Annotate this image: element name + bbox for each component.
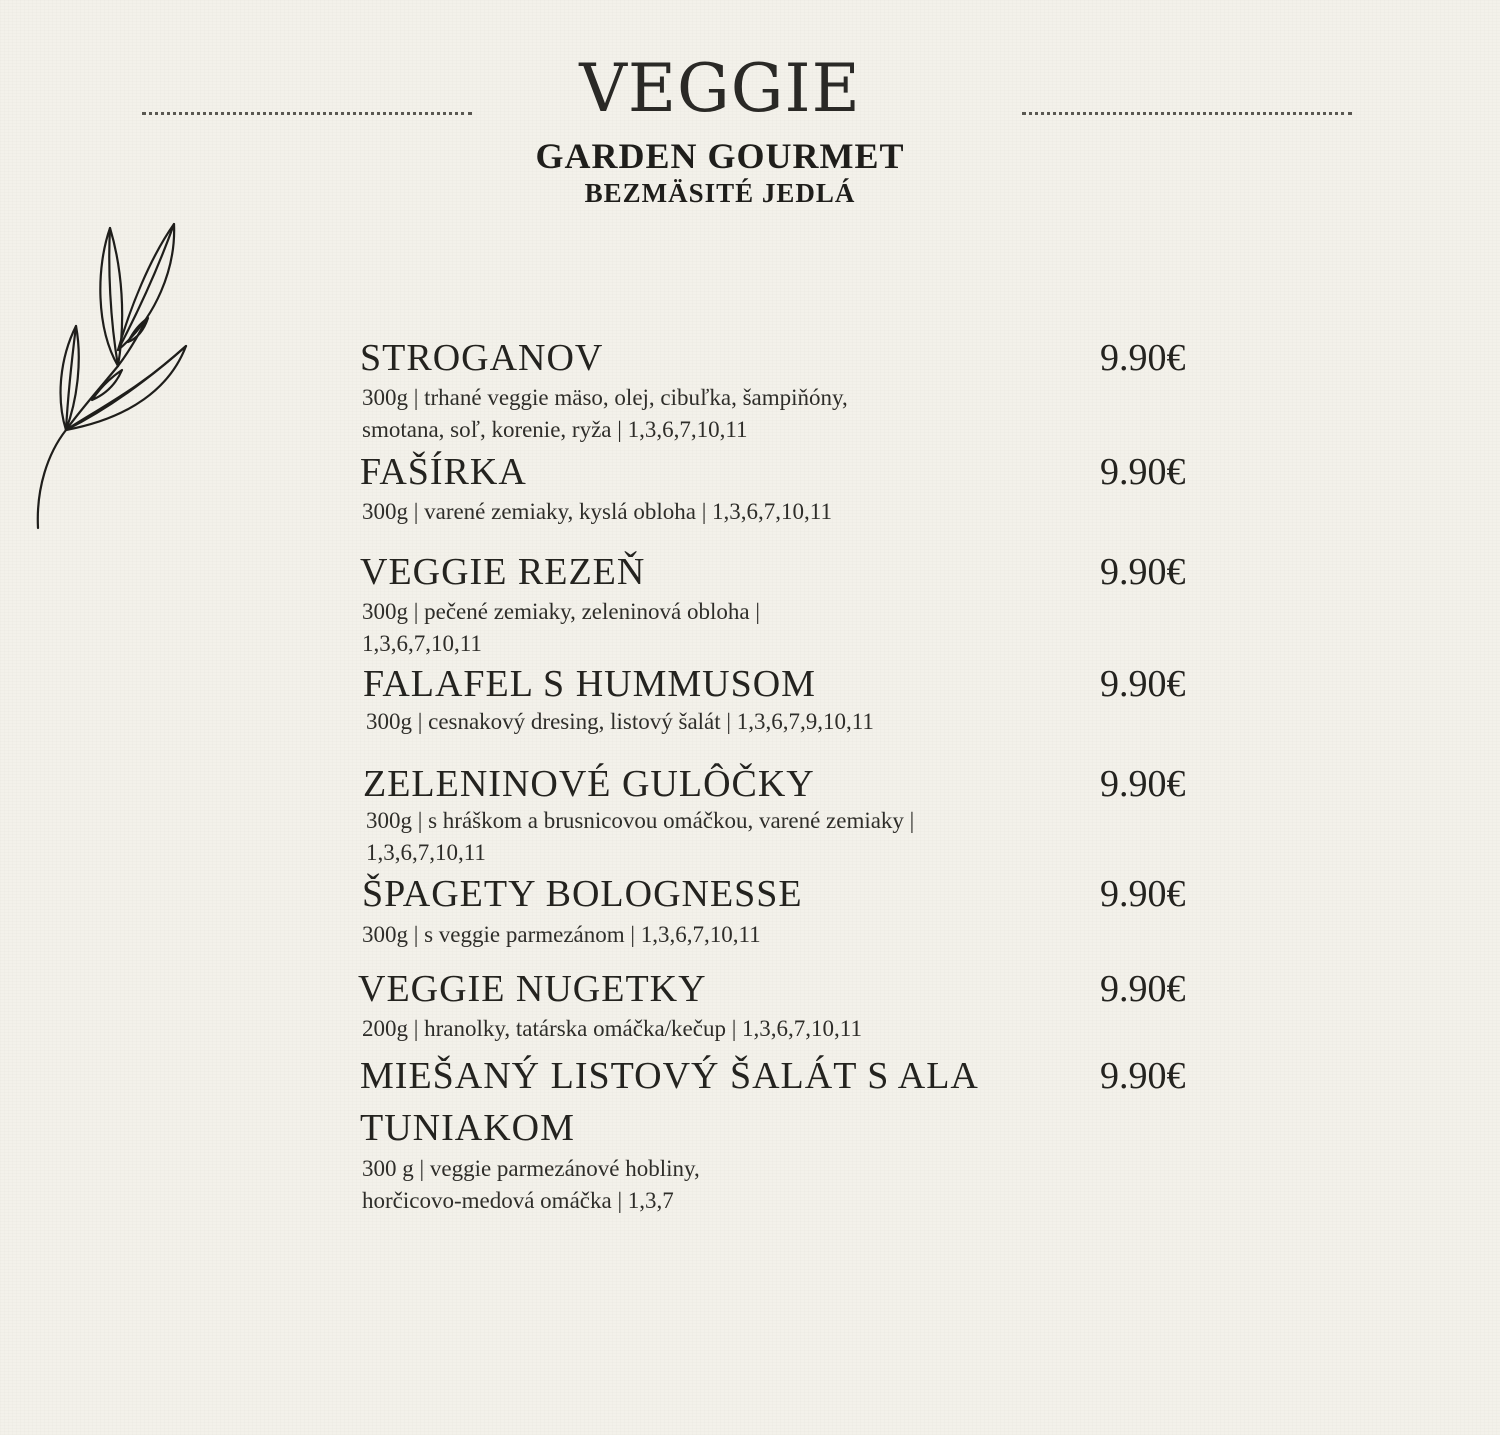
menu-item-description [366, 706, 986, 738]
menu-item-name: VEGGIE REZEŇ [360, 551, 646, 593]
menu-item-name: ŠPAGETY BOLOGNESSE [362, 873, 803, 915]
menu-item-name: STROGANOV [360, 337, 604, 379]
menu-item-name: FALAFEL S HUMMUSOM [363, 663, 816, 705]
description-line: 300g | pečené zemiaky, zeleninová obloha | [362, 599, 760, 624]
description-line: 200g | hranolky, tatárska omáčka/kečup | 1,3,6,7,10,11 [362, 1016, 862, 1041]
description-line: 300g | varené zemiaky, kyslá obloha | 1,3,6,7,10,11 [362, 499, 832, 524]
description-line: 300g | s hráškom a brusnicovou omáčkou, varené zemiaky | [366, 808, 915, 833]
description-line: 300 g | veggie parmezánové hobliny, [362, 1156, 700, 1181]
section-subtitle-secondary: BEZMÄSITÉ JEDLÁ [584, 178, 856, 208]
menu-item-price: 9.90€ [1100, 1055, 1186, 1097]
menu-item-price: 9.90€ [1100, 663, 1186, 705]
menu-item-name: FAŠÍRKA [360, 451, 527, 493]
menu-item-name: ZELENINOVÉ GULÔČKY [363, 763, 815, 805]
menu-item-description [362, 596, 982, 660]
menu-item-name: VEGGIE NUGETKY [358, 968, 707, 1010]
menu-item-name-line: TUNIAKOM [360, 1106, 575, 1149]
menu-item-price: 9.90€ [1100, 763, 1186, 805]
description-line: smotana, soľ, korenie, ryža | 1,3,6,7,10,11 [362, 417, 748, 442]
menu-item-price: 9.90€ [1100, 451, 1186, 493]
menu-item-description [362, 919, 982, 951]
description-line: 1,3,6,7,10,11 [362, 631, 482, 656]
menu-item-price: 9.90€ [1100, 873, 1186, 915]
menu-item-description [362, 496, 982, 528]
menu-item-price: 9.90€ [1100, 551, 1186, 593]
section-subtitle: GARDEN GOURMET [535, 136, 905, 176]
description-line: 300g | trhané veggie mäso, olej, cibuľka, šampiňóny, [362, 385, 848, 410]
page-title: VEGGIE [579, 50, 861, 127]
menu-item-description [362, 382, 982, 446]
menu-item-name-line: MIEŠANÝ LISTOVÝ ŠALÁT S ALA [360, 1055, 979, 1097]
leaf-branch-icon [30, 218, 195, 536]
menu-item-description [362, 1013, 982, 1045]
description-line: 300g | cesnakový dresing, listový šalát | 1,3,6,7,9,10,11 [366, 709, 874, 734]
description-line: 300g | s veggie parmezánom | 1,3,6,7,10,11 [362, 922, 761, 947]
menu-item-description [362, 1153, 982, 1217]
menu-item-name [360, 1054, 979, 1151]
description-line: horčicovo-medová omáčka | 1,3,7 [362, 1188, 674, 1213]
description-line: 1,3,6,7,10,11 [366, 840, 486, 865]
menu-item-description [366, 805, 986, 869]
menu-item-price: 9.90€ [1100, 968, 1186, 1010]
menu-item-price: 9.90€ [1100, 337, 1186, 379]
